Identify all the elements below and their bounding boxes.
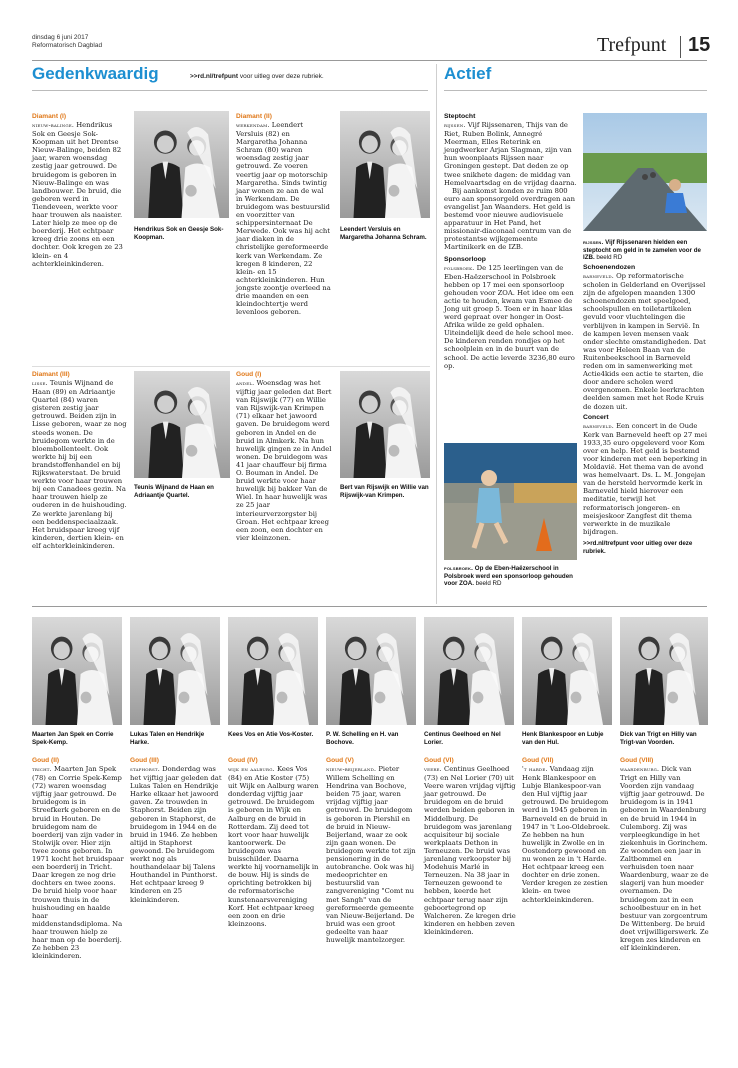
section-title-actief: Actief — [444, 64, 492, 83]
caption-talen: Lukas Talen en Hendrikje Harke. — [130, 731, 205, 746]
row-rule — [32, 366, 430, 367]
story-text: Woensdag was het vijftig jaar geleden dat Bert van Rijswijk (77) en Willie van Rijswijk-van Krimpen (71) elkaar het jawoord gaven. De bruidegom werd geboren in Andel en de bruid in Almkerk. Na hun huwelijk gingen ze in Andel wonen. De bruidegom was 41 jaar chauffeur bij firma O. Bouman in Andel. De bruid werkte voor haar huwelijk bij bakker Van de Wiel. In haar huwelijk was ze 25 jaar interieurverzorgster bij Groan. Het echtpaar kreeg een zoon, een dochter en vier kleinzonen. — [236, 379, 332, 542]
gedenkwaardig-info — [190, 73, 324, 80]
photo-credit: beeld RD — [594, 254, 623, 262]
story-goud-3 — [130, 757, 222, 904]
photo-spek — [32, 617, 122, 725]
caption-text: Op de Eben-Haëzerschool in Polsbroek werd een sponsorloop gehouden voor ZOA. — [444, 565, 573, 588]
story-goud-6 — [424, 757, 516, 936]
sponsorloop-heading: Sponsorloop — [444, 255, 486, 263]
concert-text: Een concert in de Oude Kerk van Barneveld heeft op 27 mei 1933,35 euro opgeleverd voor Kom over en help. Het geld is bestemd voor kinderen met een beperking in Moldavië. Het thema van de avond was hemelvaart. Ds. L. M. Jongejan van de hersteld hervormde kerk in Barneveld hield hierover een meditatie, terwijl het reformatorisch jongeren- en meisjeskoor Zangfest dit thema verwerkte in de muzikale bijdragen. — [583, 421, 708, 536]
story-heading: Goud (I) — [236, 371, 262, 378]
story-text: Hendrikus Sok en Geesje Sok-Koopman uit het Drentse Nieuw-Balinge, beiden 82 jaar, waren woensdag zestig jaar getrouwd. De bruidegom is geboren in Nieuw-Balinge en was landbouwer. De bruid, die geboren werd in Tiendeveen, werkte voor haar trouwen als naaister. Later hielp ze mee op de boerderij. Het echtpaar kreeg drie zoons en een dochter. Ook kregen ze 23 klein- en 4 achterkleinkinderen. — [32, 121, 123, 268]
story-place: andel. — [236, 380, 255, 387]
caption-geelhoed: Centinus Geelhoed en Nel Lorier. — [424, 731, 501, 746]
story-diamant-2 — [236, 113, 332, 316]
story-place: polsbroek. — [444, 264, 475, 272]
photo-vos — [228, 617, 318, 725]
story-place: nieuw-beijerland. — [326, 766, 377, 773]
story-text: Teunis Wijnand de Haan (89) en Adriaantje Quartel (84) waren gisteren zestig jaar getrouwd. Beiden zijn in Lisse geboren, waar ze nog steeds wonen. De bruidegom werkte in de bloembollenteelt. Ook werkte hij bij een brandstoffenhandel en bij Rijkswaterstaat. De bruid werkte voor haar trouwen bij een Canadees gezin. Na haar trouwen hielp ze ouderen in de huishouding. Ze werkte jarenlang bij een beddenspeciaalzaak. Het bruidspaar kreeg vijf kinderen, dertien klein- en elf achterkleinkinderen. — [32, 379, 127, 550]
story-text: Vandaag zijn Henk Blankespoor en Lubje Blankespoor-van den Hul vijftig jaar getrouwd. De bruidegom werd in 1945 geboren in Barneveld en de bruid in 1947 in 't Loo-Oldebroek. Ze hebben na hun huwelijk in Zwolle en in Oostendorp gewoond en nu wonen ze in 't Harde. Het echtpaar kreeg een dochter en drie zonen. Verder kregen ze zestien klein- en twee achterkleinkinderen. — [522, 765, 611, 904]
caption-sponsorloop — [444, 565, 579, 588]
story-place: nieuw-balinge. — [32, 122, 75, 129]
story-place: 't harde. — [522, 766, 548, 773]
photo-talen — [130, 617, 220, 725]
info-text: voor uitleg over deze rubriek. — [238, 73, 324, 80]
story-heading: Goud (V) — [326, 757, 354, 764]
story-heading: Goud (IV) — [228, 757, 258, 764]
story-place: staphorst. — [130, 766, 160, 773]
sponsorloop-text: De 125 leerlingen van de Eben-Haëzerschool in Polsbroek hebben op 17 mei een sponsorloop gehouden voor ZOA. Het idee om een actie te houden, kwam van Esmee de Jong uit groep 5. Toen er in haar klas werd gepraat over honger in Oost-Afrika wilde ze geld ophalen. Uiteindelijk deed de hele school mee. De kinderen renden rondjes op het schoolplein en in de buurt van de school. De actie leverde 3236,80 euro op. — [444, 263, 575, 370]
story-heading: Goud (VII) — [522, 757, 554, 764]
caption-place: polsbroek. — [444, 565, 474, 572]
caption-spek: Maarten Jan Spek en Corrie Spek-Kemp. — [32, 731, 114, 746]
story-text: Pieter Willem Schelling en Hendrina van Bochove, beiden 75 jaar, waren vrijdag vijftig jaar getrouwd. De bruidegom is geboren in Piershil en de bruid in Nieuw-Beijerland, waar ze ook zijn gaan wonen. De bruidegom werkte tot zijn pensionering in de autobranche. Ook was hij medeoprichter en bestuurslid van zangvereniging "Comt nu met Sangh" van de gereformeerde gemeente van Nieuw-Beijerland. De bruid was een groot gedeelte van haar huwelijk mantelzorger. — [326, 765, 416, 944]
story-place: veere. — [424, 766, 442, 773]
header-rule — [32, 60, 707, 61]
caption-schelling: P. W. Schelling en H. van Bochove. — [326, 731, 399, 746]
story-heading: Goud (III) — [130, 757, 159, 764]
header-paper: Reformatorisch Dagblad — [32, 42, 103, 49]
story-diamant-3 — [32, 371, 127, 550]
section-rule — [32, 606, 707, 607]
photo-van-rijswijk — [340, 371, 430, 478]
story-place: waardenburg. — [620, 766, 660, 773]
header-date: dinsdag 6 juni 2017 — [32, 34, 89, 41]
story-place: lisse. — [32, 380, 48, 387]
story-heading: Goud (VI) — [424, 757, 454, 764]
story-place: wijk en aalburg. — [228, 766, 275, 773]
photo-versluis — [340, 111, 430, 218]
steptocht-text: Vijf Rijssenaren, Thijs van de Riet, Ruben Bolink, Annegré Meerman, Elles Reterink en jeugdwerker Arjan Slagman, zijn van hun woonplaats Rijssen naar Groningen gestept. Dat deden ze op twee snikhete dagen: de middag van Hemelvaartsdag en de vrijdag daarna. — [444, 121, 577, 187]
photo-steptocht — [583, 113, 707, 231]
caption-van-trigt: Dick van Trigt en Hilly van Trigt-van Voorden. — [620, 731, 697, 746]
photo-sok — [134, 111, 229, 218]
concert-heading: Concert — [583, 413, 609, 421]
photo-geelhoed — [424, 617, 514, 725]
story-place: rijssen. — [444, 122, 466, 129]
story-text: Centinus Geelhoed (73) en Nel Lorier (70) uit Veere waren vrijdag vijftig jaar getrouwd. De bruidegom en de bruid werden beiden geboren in Middelburg. De bruidegom was jarenlang acquisiteur bij sociale werkplaats Dethon in Terneuzen. De bruid was jarenlang verkoopster bij Modehuis Marlé in Terneuzen. Na 38 jaar in Terneuzen gewoond te hebben, keerde het echtpaar terug naar zijn geboortegrond op Walcheren. Ze kregen drie kinderen en hebben zeven kleinkinderen. — [424, 765, 516, 936]
story-heading: Goud (VIII) — [620, 757, 654, 764]
section-title-gedenkwaardig: Gedenkwaardig — [32, 64, 159, 83]
section-name: Trefpunt — [597, 34, 667, 56]
photo-sponsorloop — [444, 443, 577, 560]
story-heading: Diamant (I) — [32, 113, 67, 120]
story-text: Maarten Jan Spek (78) en Corrie Spek-Kemp (72) waren woensdag vijftig jaar getrouwd. De bruidegom is in Streefkerk geboren en de bruid in Houten. De bruidegom nam de boerderij van zijn vader in Stolwijk over. Hier zijn twee zoons geboren. In 1971 kocht het bruidspaar een boerderij in Tricht. Daar kregen ze nog drie dochters en twee zoons. De bruid hielp voor haar trouwen thuis in de huishouding en haalde haar middenstandsdiploma. Na haar trouwen hielp ze haar man op de boerderij. Ze hebben 23 kleinkinderen. — [32, 765, 124, 961]
caption-blankespoor: Henk Blankespoor en Lubje van den Hul. — [522, 731, 604, 746]
actief-footer-link[interactable]: >>rd.nl/trefpunt voor uitleg over deze rubriek. — [583, 539, 693, 555]
story-text: Donderdag was het vijftig jaar geleden dat Lukas Talen en Hendrikje Harke elkaar het jawoord gaven. Ze trouwden in Staphorst. Beiden zijn geboren in Staphorst, de bruidegom in 1944 en de bruid in 1946. Ze hebben altijd in Staphorst gewoond. De bruidegom werkt nog als houthandelaar bij Talens Houthandel in Punthorst. Het echtpaar kreeg 9 kinderen en 25 kleinkinderen. — [130, 765, 222, 904]
caption-text: Vijf Rijssenaren hielden een steptocht om geld in te zamelen voor de IZB. — [583, 239, 701, 262]
photo-de-haan — [134, 371, 230, 478]
story-heading: Diamant (II) — [236, 113, 272, 120]
story-diamant-1 — [32, 113, 127, 268]
story-place: barneveld. — [583, 273, 614, 280]
story-text: Dick van Trigt en Hilly van Voorden zijn vandaag vijftig jaar getrouwd. De bruidegom is in 1941 geboren in Waardenburg en de bruid in 1944 in Culemborg. Zij was verpleegkundige in het ziekenhuis in Gorinchem. Ze woonden een jaar in Zaltbommel en verhuisden toen naar Waardenburg, waar ze de slagerij van hun moeder overnamen. De bruidegom zat in een schoolbestuur en in het bestuur van zorgcentrum De Wittenberg. De bruid doet vrijwilligerswerk. Ze kregen zes kinderen en elf kleinkinderen. — [620, 765, 709, 953]
page-number: 15 — [688, 34, 711, 56]
photo-van-trigt — [620, 617, 708, 725]
story-goud-4 — [228, 757, 320, 928]
photo-blankespoor — [522, 617, 612, 725]
caption-van-rijswijk: Bert van Rijswijk en Willie van Rijswijk-van Krimpen. — [340, 484, 429, 499]
story-heading: Goud (II) — [32, 757, 60, 764]
story-place: barneveld. — [583, 422, 614, 430]
story-place: tricht. — [32, 766, 52, 773]
story-goud-2 — [32, 757, 124, 960]
caption-place: rijssen. — [583, 239, 604, 246]
caption-de-haan: Teunis Wijnand de Haan en Adriaantje Quartel. — [134, 484, 214, 499]
steptocht-text-2: Bij aankomst konden ze ruim 800 euro aan sponsorgeld overdragen aan evangelist Jan Waanders. Het geld is bestemd voor nieuwe audiovisuele apparatuur in Het Pand, het missionair-diaconaal centrum van de protestantse wijkgemeente Martinikerk en de IZB. — [444, 186, 575, 252]
photo-credit: beeld RD — [473, 580, 502, 588]
schoenendozen-text: Op reformatorische scholen in Gelderland en Overijssel zijn de afgelopen maanden 1300 schoenendozen met speelgoed, schoolspullen en toiletartikelen gevuld voor vluchtelingen die verblijven in kampen in Servië. In de kampen leven mensen vaak onder slechte omstandigheden. Dat was voor Heleen Baan van de Ruitenbeekschool in Barneveld reden om in samenwerking met Actie4kids een actie te starten, die door andere scholen werd overgenomen. Enkele leerkrachten deelden samen met het Rode Kruis de dozen uit. — [583, 272, 706, 411]
caption-versluis: Leendert Versluis en Margaretha Johanna Schram. — [340, 226, 427, 241]
column-divider — [436, 64, 437, 604]
photo-schelling — [326, 617, 416, 725]
info-link[interactable]: >>rd.nl/trefpunt — [190, 73, 239, 80]
rule-left — [32, 90, 428, 91]
story-goud-5 — [326, 757, 418, 944]
caption-steptocht — [583, 239, 707, 262]
actief-column-2 — [583, 264, 707, 555]
story-heading: Diamant (III) — [32, 371, 70, 378]
rule-right — [444, 90, 707, 91]
story-goud-7 — [522, 757, 614, 904]
header-divider — [680, 36, 681, 58]
caption-vos: Kees Vos en Atie Vos-Koster. — [228, 731, 314, 738]
caption-sok: Hendrikus Sok en Geesje Sok-Koopman. — [134, 226, 224, 241]
story-goud-8 — [620, 757, 710, 952]
schoenendozen-heading: Schoenendozen — [583, 264, 636, 271]
story-place: werkendam. — [236, 122, 270, 129]
story-text: Leendert Versluis (82) en Margaretha Johanna Schram (80) waren woensdag zestig jaar getrouwd. Ze voeren veertig jaar op motorschip Margaretha. Sinds twintig jaar wonen ze aan de wal in Werkendam. De bruidegom was bestuurslid en voorzitter van schippersinternaat De Merwede. Ook was hij acht jaar diaken in de christelijke gereformeerde kerk van Werkendam. Ze kregen 8 kinderen, 22 klein- en 15 achterkleinkinderen. Hun jongste zoontje overleed na drie maanden en een kleindochtertje werd levenloos geboren. — [236, 121, 331, 317]
story-text: Kees Vos (84) en Atie Koster (75) uit Wijk en Aalburg waren donderdag vijftig jaar getrouwd. De bruidegom is geboren in Wijk en Aalburg en de bruid in Rotterdam. Zij deed tot kort voor haar huwelijk kantoorwerk. De bruidegom was buisschilder. Daarna werkte hij voornamelijk in de bouw. Hij is sinds de oprichting betrokken bij de reformatorische kunstenaarsvereniging Korf. Het echtpaar kreeg een zoon en drie kleinzoons. — [228, 765, 319, 928]
steptocht-heading: Steptocht — [444, 113, 476, 120]
story-goud-1 — [236, 371, 332, 542]
actief-column-1 — [444, 113, 577, 370]
